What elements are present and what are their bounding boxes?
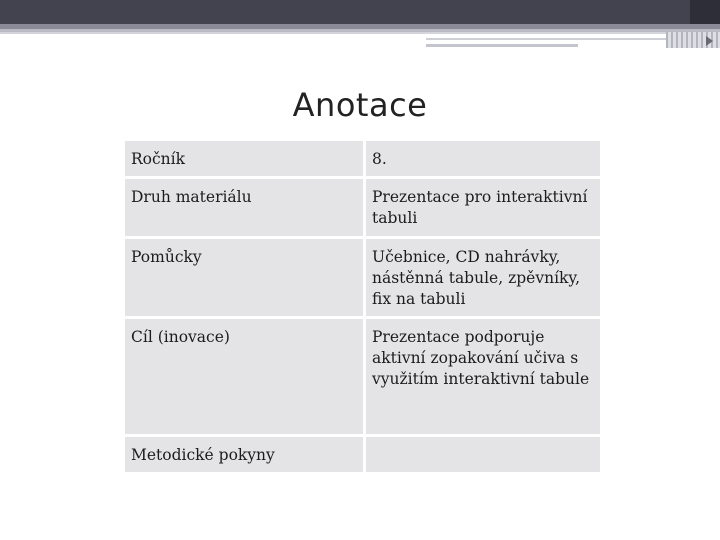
table-row xyxy=(124,140,602,178)
row-value: Prezentace pro interaktivní tabuli xyxy=(365,178,602,238)
header-bar-main xyxy=(0,0,720,24)
row-label: Metodické pokyny xyxy=(124,436,365,474)
row-label: Druh materiálu xyxy=(124,178,365,238)
table-row xyxy=(124,436,602,474)
row-label: Pomůcky xyxy=(124,238,365,318)
row-value: Prezentace podporuje aktivní zopakování učiva s využitím interaktivní tabule xyxy=(365,318,602,436)
row-label: Cíl (inovace) xyxy=(124,318,365,436)
triangle-icon xyxy=(706,36,713,46)
decorative-rule xyxy=(0,32,720,34)
table-row xyxy=(124,238,602,318)
slide-title-text: Anotace xyxy=(292,86,428,124)
header-bar-corner xyxy=(690,0,720,24)
decorative-rule-short xyxy=(426,38,666,40)
row-value: 8. xyxy=(365,140,602,178)
row-value xyxy=(365,436,602,474)
slide-title xyxy=(0,86,720,124)
annotation-table xyxy=(122,138,603,475)
row-value: Učebnice, CD nahrávky, nástěnná tabule, zpěvníky, fix na tabuli xyxy=(365,238,602,318)
table-row xyxy=(124,318,602,436)
table-row xyxy=(124,178,602,238)
row-label: Ročník xyxy=(124,140,365,178)
decorative-rule-shorter xyxy=(426,44,578,47)
